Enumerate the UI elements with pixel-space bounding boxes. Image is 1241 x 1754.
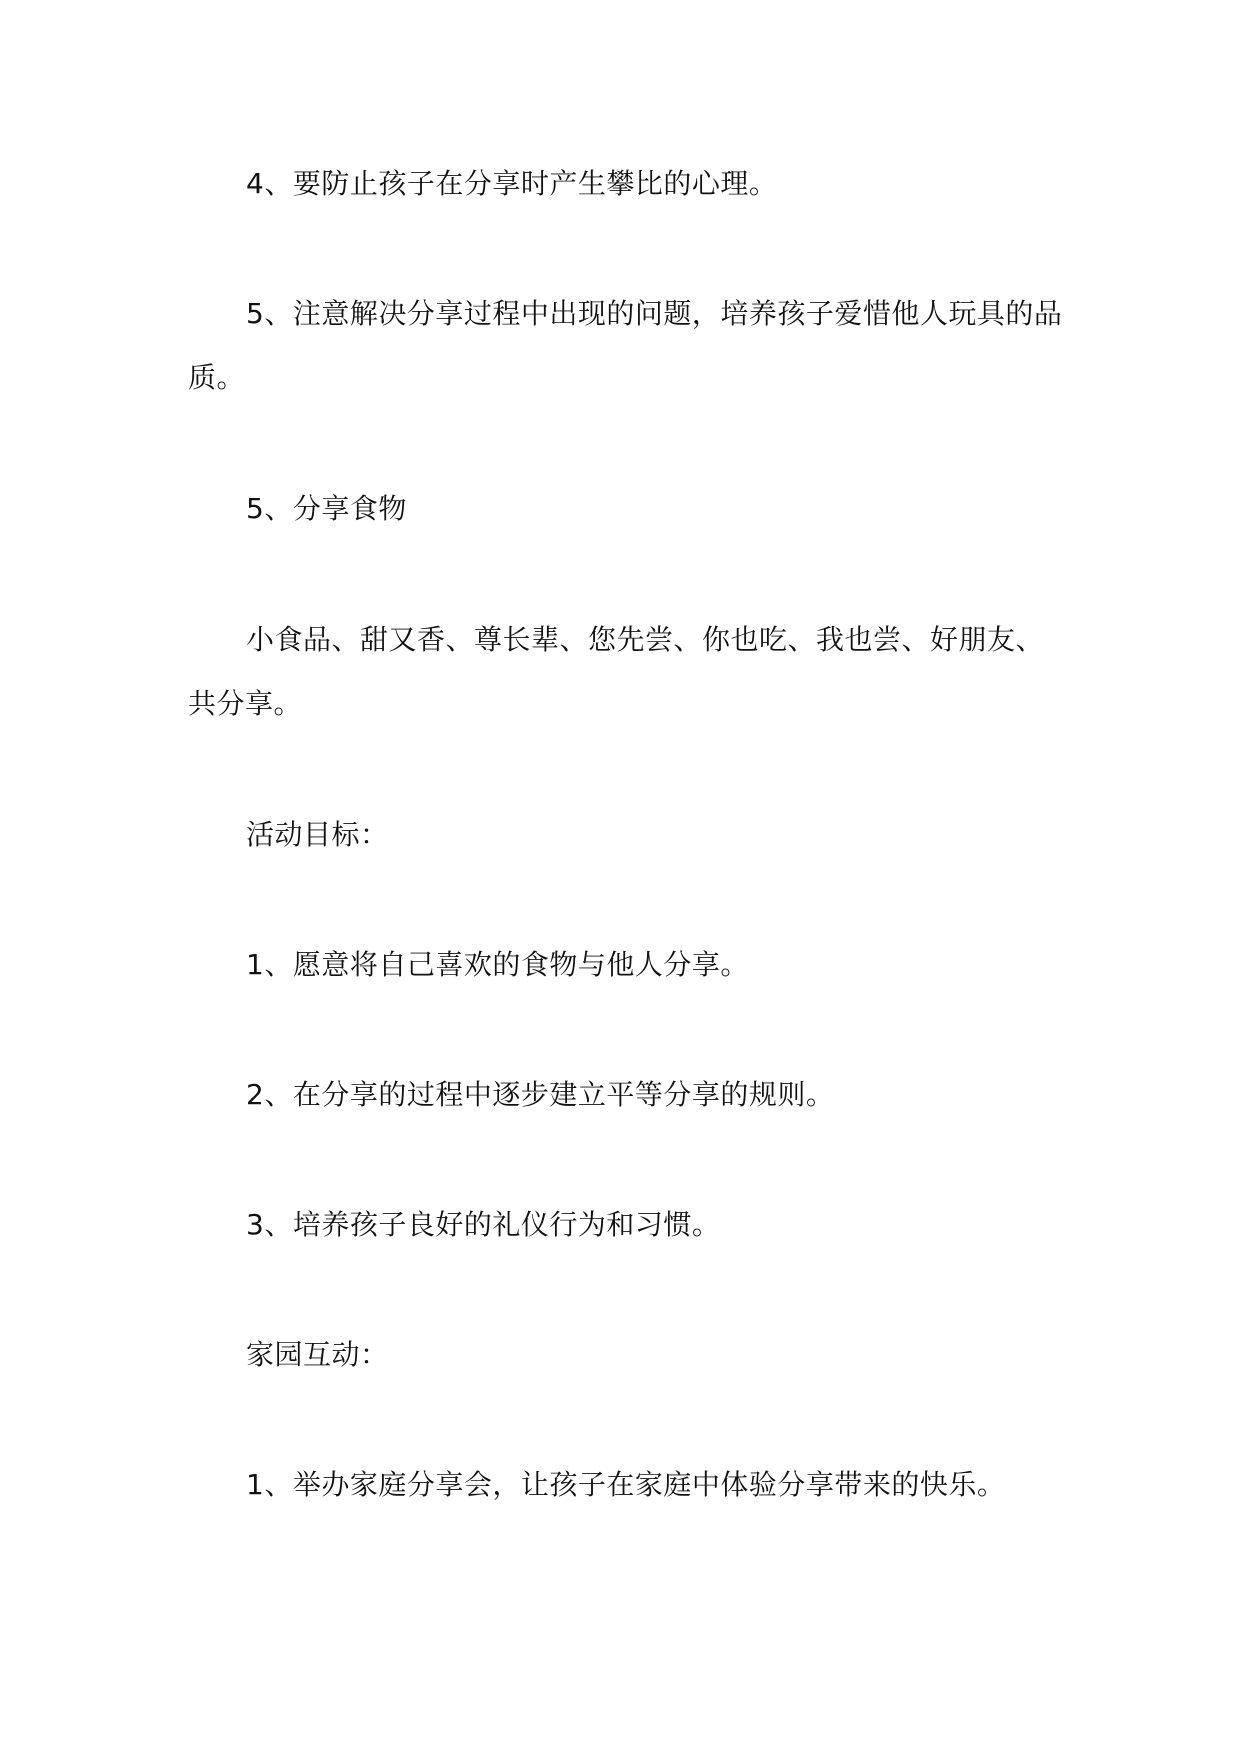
paragraph: 5、注意解决分享过程中出现的问题，培养孩子爱惜他人玩具的品质。 [188, 297, 1063, 394]
list-item: 1、举办家庭分享会，让孩子在家庭中体验分享带来的快乐。 [246, 1468, 1006, 1501]
section-heading: 家园互动： [246, 1338, 389, 1371]
list-item: 1、愿意将自己喜欢的食物与他人分享。 [246, 948, 749, 981]
paragraph: 小食品、甜又香、尊长辈、您先尝、你也吃、我也尝、好朋友、共分享。 [188, 623, 1045, 720]
section-heading: 5、分享食物 [246, 492, 407, 525]
paragraph: 4、要防止孩子在分享时产生攀比的心理。 [246, 167, 778, 200]
section-heading: 活动目标： [246, 818, 389, 851]
list-item: 2、在分享的过程中逐步建立平等分享的规则。 [246, 1078, 835, 1111]
list-item: 3、培养孩子良好的礼仪行为和习惯。 [246, 1208, 721, 1241]
